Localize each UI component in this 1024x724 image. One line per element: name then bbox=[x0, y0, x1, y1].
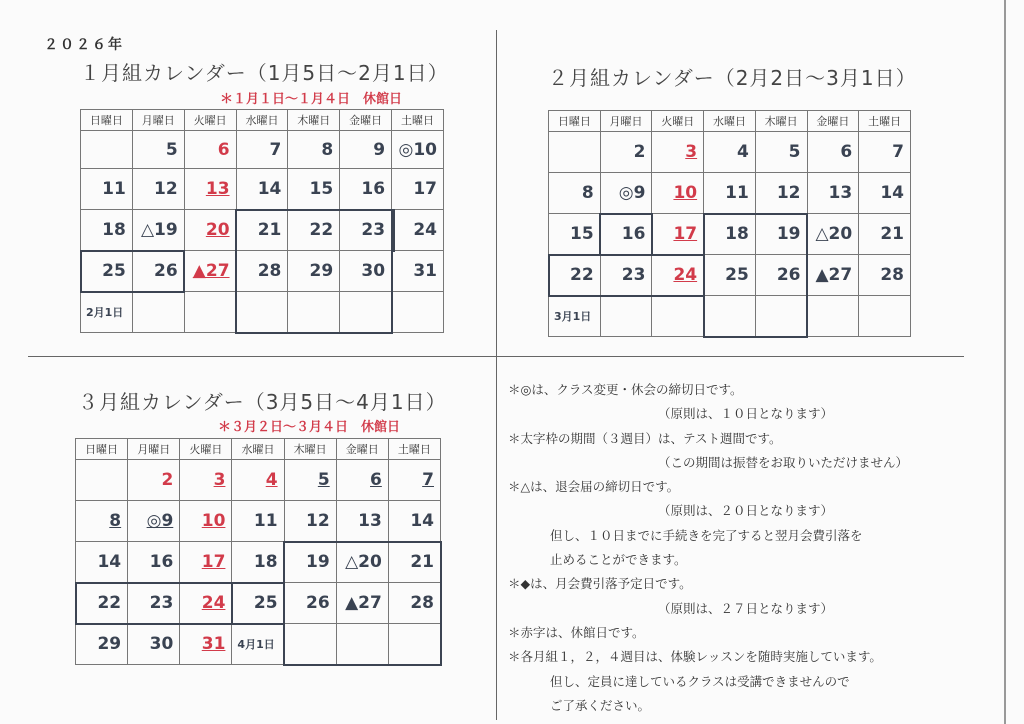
calendar-day-cell bbox=[288, 210, 340, 251]
day-label: 8 bbox=[581, 183, 594, 203]
note-line: 但し、１０日までに手続きを完了すると翌月会費引落を bbox=[550, 527, 863, 543]
calendar-day-cell bbox=[859, 132, 911, 173]
calendar-day-cell bbox=[340, 131, 392, 169]
calendar-day-cell bbox=[232, 624, 284, 665]
weekday-header: 土曜日 bbox=[859, 111, 911, 132]
day-label: 24 bbox=[413, 220, 437, 240]
horizontal-divider bbox=[28, 356, 964, 357]
calendar-day-cell bbox=[236, 169, 288, 210]
calendar-day-cell bbox=[180, 542, 232, 583]
calendar-day-cell bbox=[807, 132, 859, 173]
mar-calendar-table bbox=[75, 438, 441, 665]
day-label: 7 bbox=[892, 142, 904, 162]
day-label: 10 bbox=[201, 511, 226, 531]
weekday-header: 月曜日 bbox=[132, 110, 184, 131]
day-label: 22 bbox=[309, 220, 334, 240]
calendar-day-cell bbox=[600, 296, 652, 337]
day-label: 5 bbox=[317, 470, 330, 490]
day-label: 21 bbox=[880, 224, 904, 244]
day-label: 11 bbox=[253, 511, 278, 531]
note-line: ご了承ください。 bbox=[550, 697, 651, 713]
day-label: 17 bbox=[673, 224, 698, 244]
calendar-day-cell bbox=[232, 542, 284, 583]
calendar-day-cell bbox=[288, 169, 340, 210]
calendar-day-cell bbox=[180, 501, 232, 542]
day-label: 8 bbox=[109, 511, 122, 531]
day-label: 2 bbox=[633, 142, 646, 162]
day-label: 23 bbox=[361, 220, 386, 240]
weekday-header: 月曜日 bbox=[600, 111, 652, 132]
day-label: 28 bbox=[880, 265, 904, 285]
calendar-day-cell bbox=[704, 214, 756, 255]
day-label: ▲27 bbox=[345, 593, 382, 613]
calendar-day-cell bbox=[340, 210, 392, 251]
calendar-day-cell bbox=[232, 460, 284, 501]
weekday-header: 火曜日 bbox=[652, 111, 704, 132]
weekday-header: 水曜日 bbox=[232, 439, 284, 460]
calendar-day-cell bbox=[704, 132, 756, 173]
note-line: （原則は、２７日となります） bbox=[658, 600, 834, 616]
day-label: 7 bbox=[422, 470, 434, 490]
weekday-header: 日曜日 bbox=[81, 110, 133, 131]
mar-calendar-title: ３月組カレンダー（3月5日～4月1日） bbox=[78, 390, 447, 414]
calendar-day-cell bbox=[128, 583, 180, 624]
calendar-day-cell bbox=[392, 292, 444, 333]
notes-section bbox=[508, 378, 908, 718]
calendar-week-row bbox=[549, 296, 911, 337]
calendar-week-row bbox=[549, 214, 911, 255]
calendar-day-cell bbox=[284, 460, 336, 501]
weekday-header: 木曜日 bbox=[288, 110, 340, 131]
note-line: 止めることができます。 bbox=[550, 552, 687, 568]
day-label: 16 bbox=[621, 224, 646, 244]
calendar-day-cell bbox=[184, 169, 236, 210]
day-label: 25 bbox=[253, 593, 278, 613]
calendar-day-cell bbox=[859, 214, 911, 255]
calendar-day-cell bbox=[388, 501, 440, 542]
calendar-day-cell bbox=[388, 460, 440, 501]
calendar-day-cell bbox=[392, 210, 444, 251]
calendar-day-cell bbox=[652, 255, 704, 296]
day-label: 26 bbox=[154, 261, 178, 281]
weekday-header: 日曜日 bbox=[76, 439, 128, 460]
day-label: 13 bbox=[205, 179, 230, 199]
weekday-header: 水曜日 bbox=[236, 110, 288, 131]
calendar-day-cell bbox=[180, 624, 232, 665]
calendar-day-cell bbox=[859, 296, 911, 337]
calendar-day-cell bbox=[284, 583, 336, 624]
day-label: 28 bbox=[257, 261, 282, 281]
day-label: 25 bbox=[102, 261, 126, 281]
day-label: 5 bbox=[788, 142, 801, 162]
note-line: ＊太字枠の期間（３週目）は、テスト週間です。 bbox=[508, 430, 782, 446]
day-label: 6 bbox=[217, 139, 230, 160]
day-label: 30 bbox=[361, 261, 386, 281]
calendar-day-cell bbox=[76, 542, 128, 583]
calendar-day-cell bbox=[76, 583, 128, 624]
calendar-day-cell bbox=[184, 292, 236, 333]
calendar-day-cell bbox=[180, 460, 232, 501]
calendar-day-cell bbox=[128, 501, 180, 542]
calendar-week-row bbox=[81, 131, 444, 169]
calendar-day-cell bbox=[549, 296, 601, 337]
calendar-day-cell bbox=[288, 131, 340, 169]
calendar-day-cell bbox=[132, 210, 184, 251]
calendar-day-cell bbox=[392, 251, 444, 292]
calendar-day-cell bbox=[236, 251, 288, 292]
day-label: △20 bbox=[815, 224, 853, 244]
day-label: 7 bbox=[269, 139, 282, 160]
calendar-day-cell bbox=[81, 292, 133, 333]
weekday-header: 月曜日 bbox=[128, 439, 180, 460]
calendar-day-cell bbox=[600, 173, 652, 214]
day-label: △19 bbox=[140, 220, 178, 240]
calendar-day-cell bbox=[336, 542, 388, 583]
calendar-day-cell bbox=[859, 173, 911, 214]
calendar-day-cell bbox=[336, 460, 388, 501]
calendar-day-cell bbox=[184, 131, 236, 169]
calendar-day-cell bbox=[76, 460, 128, 501]
calendar-day-cell bbox=[81, 210, 133, 251]
weekday-header: 金曜日 bbox=[340, 110, 392, 131]
weekday-header: 日曜日 bbox=[549, 111, 601, 132]
day-label: 23 bbox=[149, 593, 174, 613]
day-label: 20 bbox=[205, 220, 230, 240]
calendar-day-cell bbox=[755, 132, 807, 173]
day-label: 16 bbox=[149, 552, 174, 572]
calendar-day-cell bbox=[600, 132, 652, 173]
weekday-header: 木曜日 bbox=[755, 111, 807, 132]
day-label: 18 bbox=[725, 224, 749, 244]
day-label: 22 bbox=[97, 593, 122, 613]
calendar-day-cell bbox=[652, 296, 704, 337]
calendar-day-cell bbox=[132, 292, 184, 333]
calendar-week-row bbox=[76, 542, 441, 583]
day-label: 4月1日 bbox=[237, 638, 275, 651]
note-line: ＊◎は、クラス変更・休会の締切日です。 bbox=[508, 382, 743, 397]
calendar-day-cell bbox=[288, 292, 340, 333]
day-label: 23 bbox=[621, 265, 646, 285]
calendar-day-cell bbox=[184, 251, 236, 292]
calendar-week-row bbox=[549, 255, 911, 296]
calendar-day-cell bbox=[81, 251, 133, 292]
calendar-day-cell bbox=[132, 251, 184, 292]
day-label: 21 bbox=[257, 220, 282, 240]
day-label: 13 bbox=[358, 511, 382, 531]
day-label: ◎9 bbox=[618, 183, 646, 203]
day-label: ◎10 bbox=[398, 139, 437, 160]
calendar-day-cell bbox=[284, 501, 336, 542]
note-line: 但し、定員に達しているクラスは受講できませんので bbox=[550, 673, 850, 689]
calendar-day-cell bbox=[236, 292, 288, 333]
day-label: 3 bbox=[213, 470, 226, 490]
day-label: 3月1日 bbox=[554, 310, 592, 323]
calendar-day-cell bbox=[392, 169, 444, 210]
note-line: ＊◆は、月会費引落予定日です。 bbox=[508, 576, 692, 592]
day-label: 2 bbox=[161, 470, 174, 490]
calendar-week-row bbox=[81, 251, 444, 292]
day-label: 14 bbox=[410, 511, 434, 531]
calendar-day-cell bbox=[284, 624, 336, 665]
weekday-header: 金曜日 bbox=[336, 439, 388, 460]
calendar-day-cell bbox=[236, 131, 288, 169]
calendar-day-cell bbox=[549, 255, 601, 296]
day-label: 6 bbox=[370, 470, 382, 490]
calendar-day-cell bbox=[652, 214, 704, 255]
calendar-day-cell bbox=[755, 255, 807, 296]
calendar-day-cell bbox=[807, 173, 859, 214]
calendar-day-cell bbox=[807, 296, 859, 337]
calendar-day-cell bbox=[236, 210, 288, 251]
day-label: 22 bbox=[570, 265, 594, 285]
weekday-header: 火曜日 bbox=[184, 110, 236, 131]
weekday-header: 土曜日 bbox=[392, 110, 444, 131]
calendar-day-cell bbox=[652, 173, 704, 214]
calendar-day-cell bbox=[336, 624, 388, 665]
day-label: 14 bbox=[257, 179, 282, 199]
calendar-day-cell bbox=[128, 460, 180, 501]
day-label: ◎9 bbox=[146, 511, 174, 531]
calendar-day-cell bbox=[132, 169, 184, 210]
calendar-day-cell bbox=[184, 210, 236, 251]
day-label: 11 bbox=[102, 179, 126, 199]
jan-closed-note: ＊１月１日～１月４日 休館日 bbox=[220, 92, 403, 107]
calendar-day-cell bbox=[340, 292, 392, 333]
day-label: 6 bbox=[840, 142, 853, 162]
calendar-day-cell bbox=[340, 251, 392, 292]
note-line: ＊△は、退会届の締切日です。 bbox=[508, 479, 680, 495]
day-label: 29 bbox=[309, 261, 334, 281]
calendar-week-row bbox=[549, 173, 911, 214]
calendar-day-cell bbox=[704, 173, 756, 214]
calendar-day-cell bbox=[549, 173, 601, 214]
day-label: 11 bbox=[725, 183, 749, 203]
day-label: 17 bbox=[201, 552, 226, 572]
day-label: 4 bbox=[736, 142, 749, 162]
calendar-day-cell bbox=[76, 501, 128, 542]
day-label: ▲27 bbox=[192, 261, 230, 281]
day-label: 14 bbox=[97, 552, 122, 572]
weekday-header: 金曜日 bbox=[807, 111, 859, 132]
day-label: 9 bbox=[373, 139, 386, 160]
day-label: 4 bbox=[265, 470, 278, 490]
calendar-day-cell bbox=[128, 542, 180, 583]
day-label: 26 bbox=[306, 593, 330, 613]
calendar-day-cell bbox=[652, 132, 704, 173]
day-label: 12 bbox=[776, 183, 801, 203]
day-label: 3 bbox=[685, 142, 698, 162]
calendar-day-cell bbox=[807, 255, 859, 296]
calendar-day-cell bbox=[388, 583, 440, 624]
jan-calendar-title: １月組カレンダー（1月5日～2月1日） bbox=[80, 61, 449, 85]
mar-closed-note: ＊３月２日～３月４日 休館日 bbox=[218, 420, 401, 435]
calendar-day-cell bbox=[549, 132, 601, 173]
day-label: 13 bbox=[828, 183, 853, 203]
day-label: 10 bbox=[673, 183, 698, 203]
day-label: 18 bbox=[102, 220, 126, 240]
calendar-day-cell bbox=[132, 131, 184, 169]
calendar-week-row bbox=[549, 132, 911, 173]
calendar-day-cell bbox=[336, 583, 388, 624]
calendar-day-cell bbox=[232, 501, 284, 542]
calendar-day-cell bbox=[284, 542, 336, 583]
calendar-week-row bbox=[76, 501, 441, 542]
day-label: 21 bbox=[410, 552, 434, 572]
calendar-week-row bbox=[76, 460, 441, 501]
note-line: ＊各月組１，２，４週目は、体験レッスンを随時実施しています。 bbox=[508, 649, 882, 665]
calendar-day-cell bbox=[549, 214, 601, 255]
note-line: （この期間は振替をお取りいただけません） bbox=[658, 454, 909, 470]
calendar-day-cell bbox=[755, 173, 807, 214]
jan-calendar-table bbox=[80, 109, 444, 333]
day-label: 19 bbox=[306, 552, 330, 572]
calendar-day-cell bbox=[600, 214, 652, 255]
calendar-week-row bbox=[81, 292, 444, 333]
calendar-day-cell bbox=[392, 131, 444, 169]
calendar-day-cell bbox=[704, 255, 756, 296]
feb-calendar-table bbox=[548, 110, 911, 337]
calendar-day-cell bbox=[232, 583, 284, 624]
calendar-day-cell bbox=[81, 169, 133, 210]
day-label: 5 bbox=[165, 139, 178, 160]
calendar-day-cell bbox=[336, 501, 388, 542]
note-line: ＊赤字は、休館日です。 bbox=[508, 624, 645, 640]
day-label: 2月1日 bbox=[86, 306, 124, 319]
day-label: 15 bbox=[570, 224, 594, 244]
calendar-day-cell bbox=[704, 296, 756, 337]
day-label: 31 bbox=[201, 634, 226, 654]
year-label: ２０２６年 bbox=[44, 37, 124, 53]
calendar-day-cell bbox=[807, 214, 859, 255]
day-label: 8 bbox=[321, 139, 334, 160]
note-line: （原則は、２０日となります） bbox=[658, 503, 834, 519]
calendar-day-cell bbox=[755, 296, 807, 337]
calendar-day-cell bbox=[340, 169, 392, 210]
day-label: △20 bbox=[345, 552, 382, 572]
calendar-week-row bbox=[81, 210, 444, 251]
calendar-week-row bbox=[76, 583, 441, 624]
calendar-day-cell bbox=[180, 583, 232, 624]
weekday-header: 水曜日 bbox=[704, 111, 756, 132]
calendar-week-row bbox=[81, 169, 444, 210]
day-label: 18 bbox=[253, 552, 278, 572]
day-label: 16 bbox=[361, 179, 386, 199]
day-label: 15 bbox=[309, 179, 334, 199]
vertical-divider bbox=[496, 30, 497, 720]
day-label: 25 bbox=[725, 265, 749, 285]
day-label: 19 bbox=[776, 224, 801, 244]
calendar-day-cell bbox=[859, 255, 911, 296]
weekday-header: 土曜日 bbox=[388, 439, 440, 460]
calendar-day-cell bbox=[388, 624, 440, 665]
day-label: 29 bbox=[97, 634, 122, 654]
weekday-header: 木曜日 bbox=[284, 439, 336, 460]
calendar-day-cell bbox=[388, 542, 440, 583]
note-line: （原則は、１０日となります） bbox=[658, 406, 834, 422]
day-label: 31 bbox=[413, 261, 437, 281]
day-label: 30 bbox=[149, 634, 174, 654]
calendar-day-cell bbox=[128, 624, 180, 665]
calendar-week-row bbox=[76, 624, 441, 665]
day-label: 12 bbox=[306, 511, 330, 531]
day-label: 17 bbox=[413, 179, 437, 199]
calendar-day-cell bbox=[288, 251, 340, 292]
day-label: ▲27 bbox=[815, 265, 853, 285]
weekday-header: 火曜日 bbox=[180, 439, 232, 460]
day-label: 14 bbox=[880, 183, 904, 203]
calendar-day-cell bbox=[76, 624, 128, 665]
day-label: 24 bbox=[201, 593, 226, 613]
calendar-day-cell bbox=[600, 255, 652, 296]
day-label: 28 bbox=[410, 593, 434, 613]
calendar-day-cell bbox=[81, 131, 133, 169]
day-label: 12 bbox=[154, 179, 178, 199]
calendar-day-cell bbox=[755, 214, 807, 255]
day-label: 26 bbox=[776, 265, 801, 285]
day-label: 24 bbox=[673, 265, 698, 285]
feb-calendar-title: ２月組カレンダー（2月2日～3月1日） bbox=[548, 66, 917, 90]
page-edge bbox=[1004, 0, 1006, 724]
